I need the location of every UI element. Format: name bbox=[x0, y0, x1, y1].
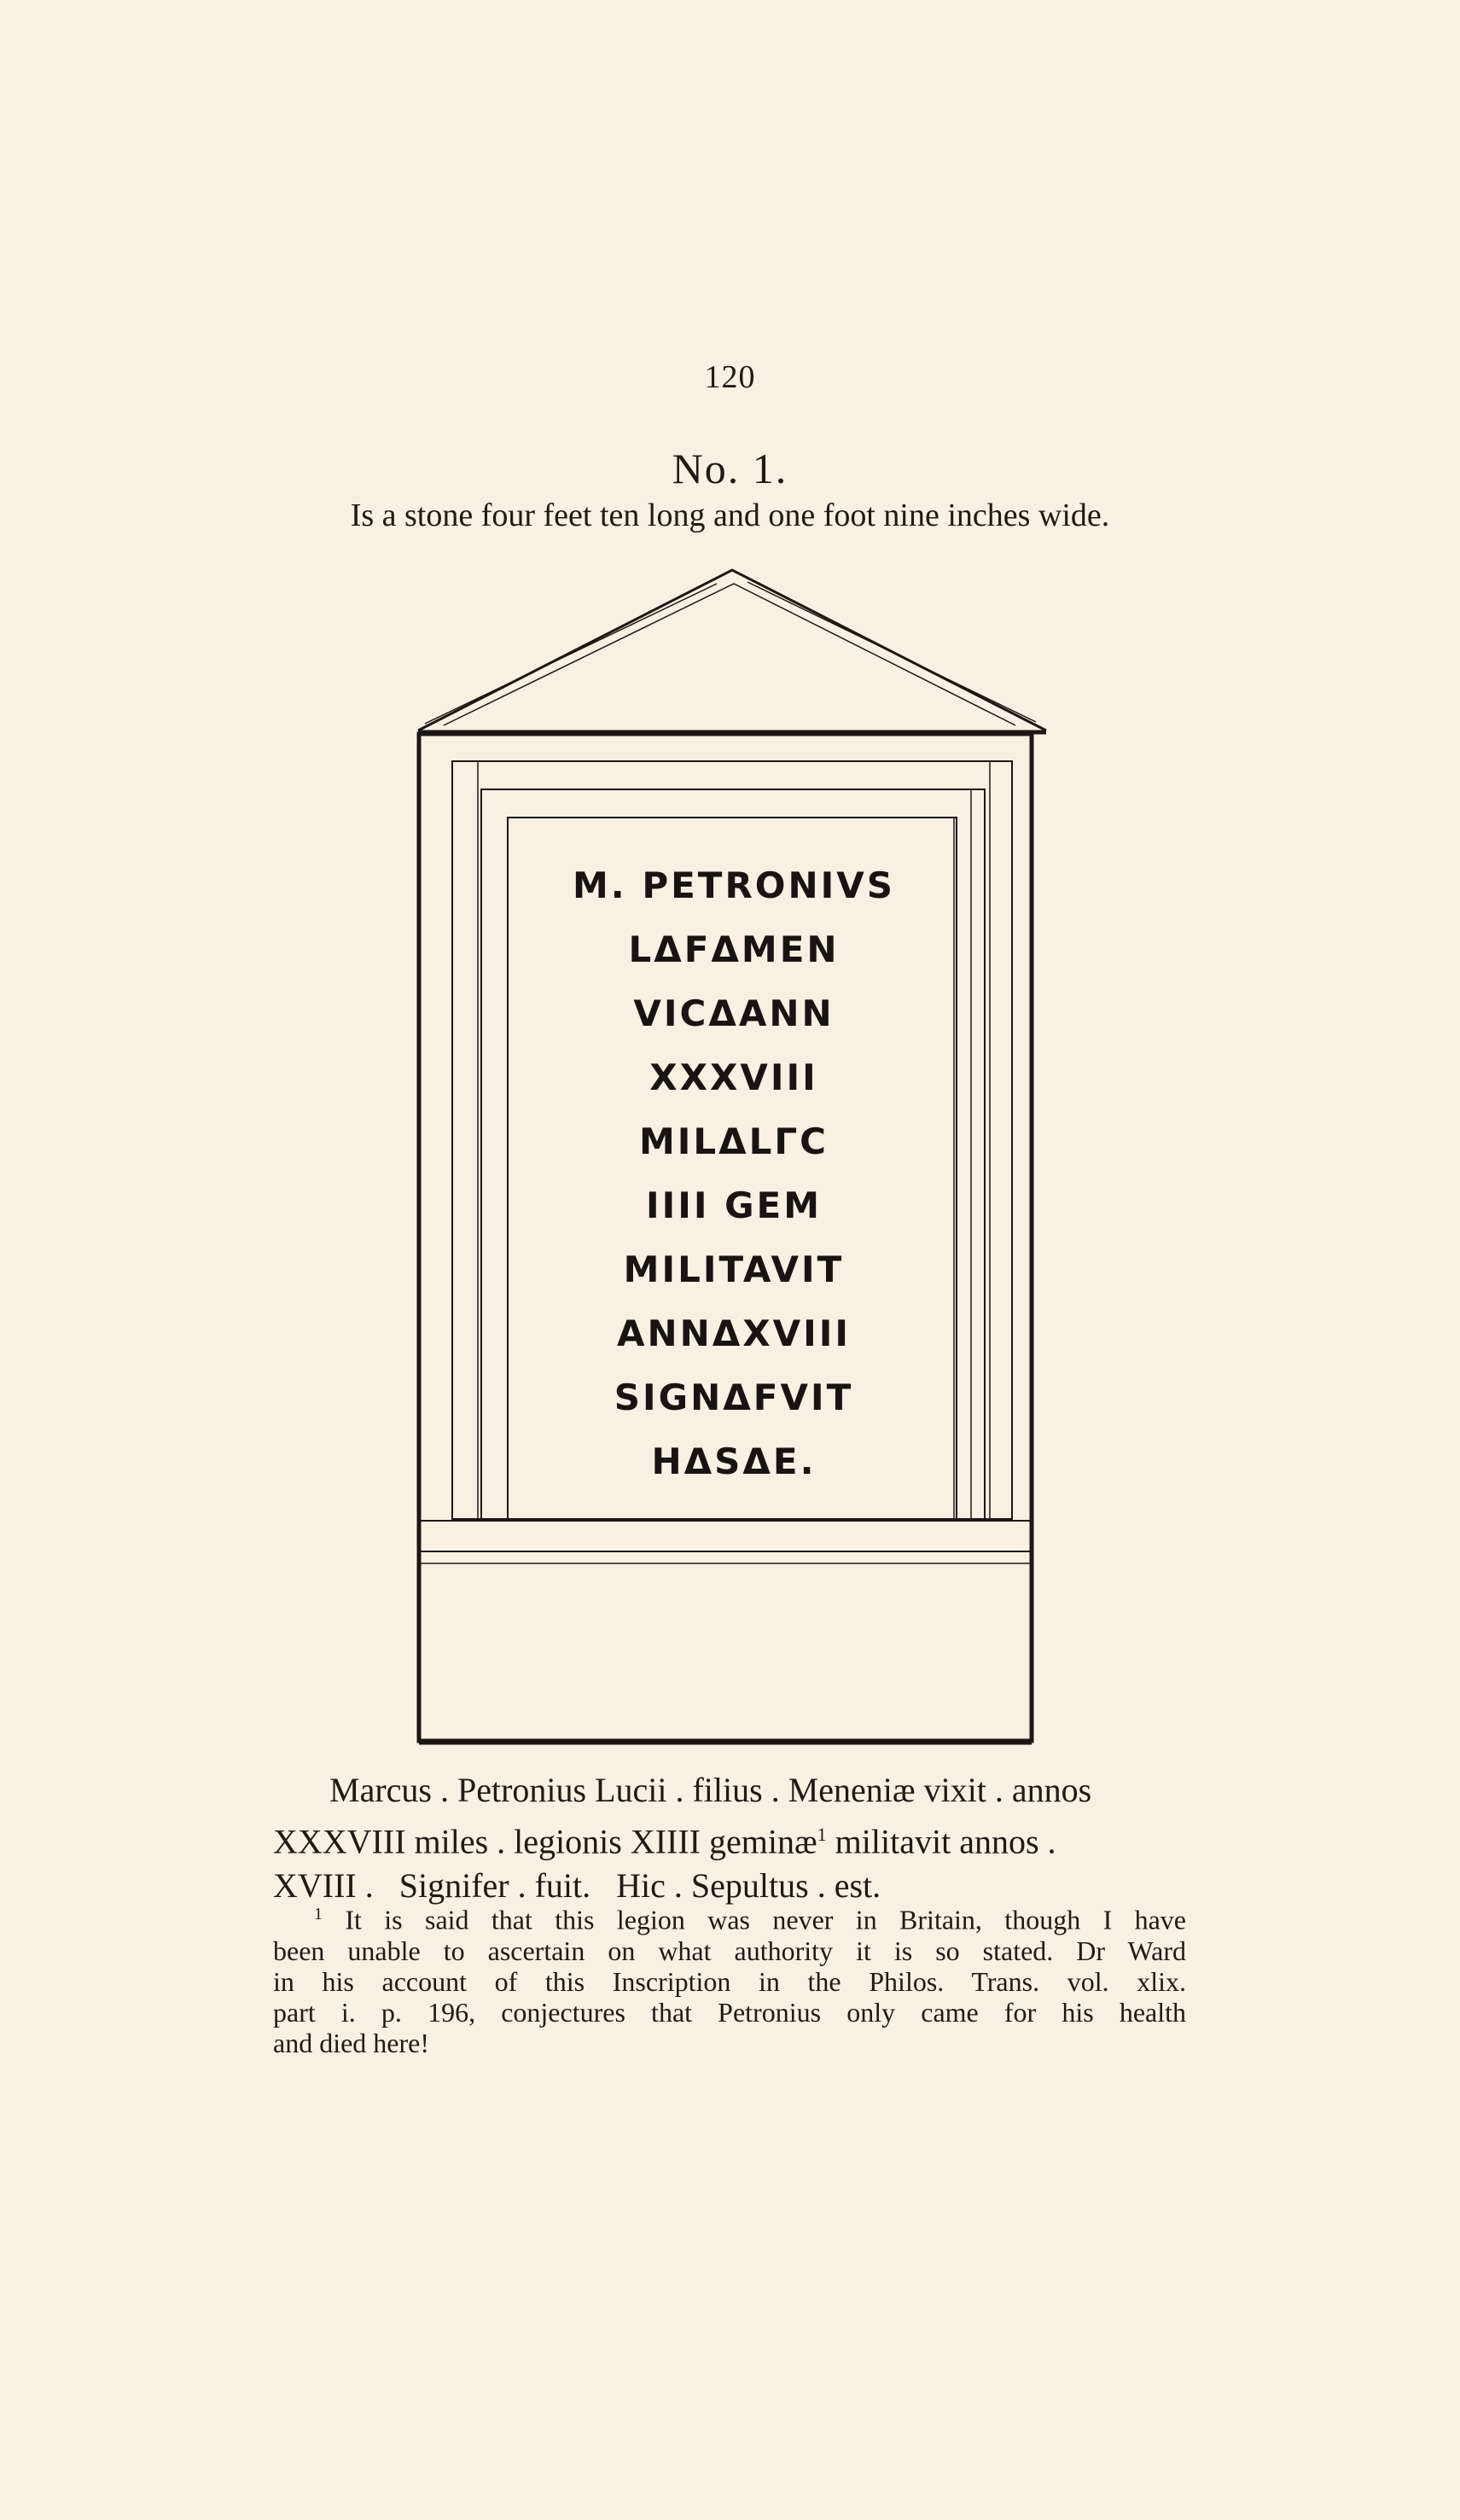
inscription-line: LΔFΔMEN bbox=[628, 928, 840, 970]
footnote-line: in his account of this Inscription in the Philos. Trans. vol. xlix. bbox=[273, 1965, 1186, 1997]
translation-line: XVIII . Signifer . fuit. Hic . Sepultus . est. bbox=[273, 1866, 881, 1906]
footnote-reference: 1 bbox=[817, 1824, 827, 1845]
translation bbox=[273, 1768, 1186, 1908]
inscription-line: MILΔLΓC bbox=[638, 1120, 829, 1162]
footnote-mark: 1 bbox=[314, 1905, 323, 1923]
pediment-outer bbox=[418, 570, 1046, 730]
section-heading: No. 1. bbox=[672, 445, 788, 492]
translation-text: militavit annos . bbox=[826, 1822, 1056, 1861]
footnote-line bbox=[273, 1899, 1186, 1935]
inscription-line: M. PETRONIVS bbox=[572, 864, 896, 906]
footnote-line: and died here! bbox=[273, 2027, 430, 2058]
translation-line: Marcus . Petronius Lucii . filius . Meneniæ vixit . annos bbox=[329, 1771, 1092, 1809]
footnote-line: part i. p. 196, conjectures that Petronius only came for his health bbox=[273, 1996, 1186, 2028]
translation-line bbox=[273, 1813, 1186, 1864]
inscription-line: VICΔANN bbox=[633, 992, 835, 1034]
inscription-line: HΔSΔE. bbox=[651, 1440, 817, 1482]
inscription-line: IIII GEM bbox=[645, 1184, 823, 1226]
inscription-text bbox=[478, 853, 990, 1493]
pediment-inner bbox=[444, 584, 1015, 725]
footnote-text: It is said that this legion was never in Britain, though I have bbox=[323, 1904, 1186, 1935]
inscription-line: ANNΔXVIII bbox=[616, 1312, 852, 1354]
translation-text: XXXVIII miles . legionis XIIII geminæ bbox=[273, 1822, 817, 1861]
footnote bbox=[273, 1899, 1186, 2058]
inscription-line: XXXVIII bbox=[649, 1056, 818, 1098]
footnote-line: been unable to ascertain on what authority it is so stated. Dr Ward bbox=[273, 1935, 1186, 1966]
inscription-line: SIGNΔFVIT bbox=[614, 1376, 854, 1418]
inscription-line: MILITAVIT bbox=[623, 1248, 845, 1290]
page-number: 120 bbox=[704, 359, 756, 395]
stone-description: Is a stone four feet ten long and one foot nine inches wide. bbox=[350, 498, 1110, 533]
